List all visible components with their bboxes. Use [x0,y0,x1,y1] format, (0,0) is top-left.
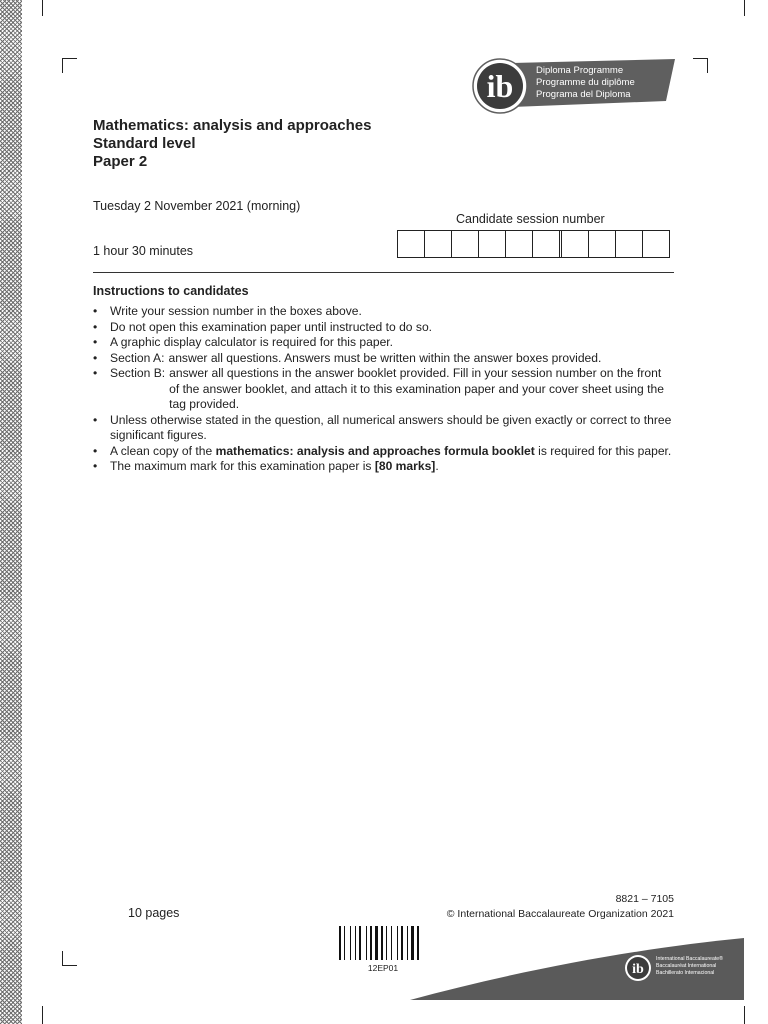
bottom-tick-left [42,1006,43,1024]
logo-line-3: Programa del Diploma [536,89,631,100]
list-item: • Write your session number in the boxes above. [93,304,673,320]
barcode-bar [366,926,367,960]
barcode-bar [386,926,387,960]
ib-diploma-logo [470,57,675,114]
copyright: © International Baccalaureate Organization 2021 [446,908,674,920]
list-item [93,444,673,460]
barcode-bar [370,926,372,960]
list-item [93,351,673,367]
session-box[interactable] [452,231,479,257]
section-b-text: answer all questions in the answer booklet provided. Fill in your session number on the front of the answer booklet, and attach it to this examination paper and your cover sheet using the tag provided. [169,366,664,411]
barcode-bar [339,926,341,960]
top-tick-right [744,0,745,16]
maxmark-post: . [435,459,439,473]
list-item: • Do not open this examination paper until instructed to do so. [93,320,673,336]
list-item [93,459,673,475]
list-item: • A graphic display calculator is required for this paper. [93,335,673,351]
barcode-bar [350,926,351,960]
page-count: 10 pages [128,906,180,920]
list-item: • Unless otherwise stated in the question, all numerical answers should be given exactly or correct to three significant figures. [93,413,673,444]
barcode-bar [359,926,361,960]
org-line-2: Baccalauréat International [656,963,717,969]
formula-post: is required for this paper. [534,443,672,458]
logo-line-2: Programme du diplôme [536,77,635,88]
session-box[interactable] [398,231,425,257]
section-a-tag: • Section A: [110,350,165,365]
exam-date: Tuesday 2 November 2021 (morning) [93,199,301,213]
bottom-tick-right [744,1006,745,1024]
maxmark-pre: The maximum mark for this examination paper is [110,459,375,473]
ib-letters: ib [486,68,514,104]
paper-title: Paper 2 [93,153,148,170]
session-box[interactable] [643,231,669,257]
logo-line-1: Diploma Programme [536,65,624,76]
session-box[interactable] [425,231,452,257]
section-b-tag: • Section B: [110,366,166,380]
barcode-bar [391,926,392,960]
barcode-bar [355,926,356,960]
level-title: Standard level [93,135,196,152]
subject-title: Mathematics: analysis and approaches [93,117,372,134]
exam-duration: 1 hour 30 minutes [93,244,194,258]
session-number-label: Candidate session number [456,212,605,226]
exam-title-block [93,117,371,171]
session-number-boxes[interactable] [397,230,670,258]
formula-pre: A clean copy of the [110,443,216,458]
session-box[interactable] [533,231,562,257]
session-box[interactable] [616,231,643,257]
org-line-3: Bachillerato Internacional [656,970,715,976]
barcode-bar [344,926,345,960]
session-box[interactable] [562,231,589,257]
session-box[interactable] [479,231,506,257]
session-box[interactable] [589,231,616,257]
top-tick-left [42,0,43,16]
formula-booklet-name: mathematics: analysis and approaches formula booklet [215,443,535,458]
list-item [93,366,673,413]
header-divider [93,272,674,273]
barcode-bar [381,926,383,960]
instructions-heading: Instructions to candidates [93,284,249,298]
session-box[interactable] [506,231,533,257]
max-marks: [80 marks] [374,459,436,473]
barcode-label: 12EP01 [367,963,399,973]
barcode-bar [375,926,378,960]
org-line-1: International Baccalaureate® [656,956,723,962]
binding-edge-strip [0,0,22,1024]
paper-code: 8821 – 7105 [615,893,674,905]
ib-footer-band [400,930,744,1000]
instructions-list [93,304,673,475]
section-a-text: answer all questions. Answers must be written within the answer boxes provided. [168,350,602,365]
footer-ib-letters: ib [632,962,644,977]
barcode-bar [397,926,398,960]
